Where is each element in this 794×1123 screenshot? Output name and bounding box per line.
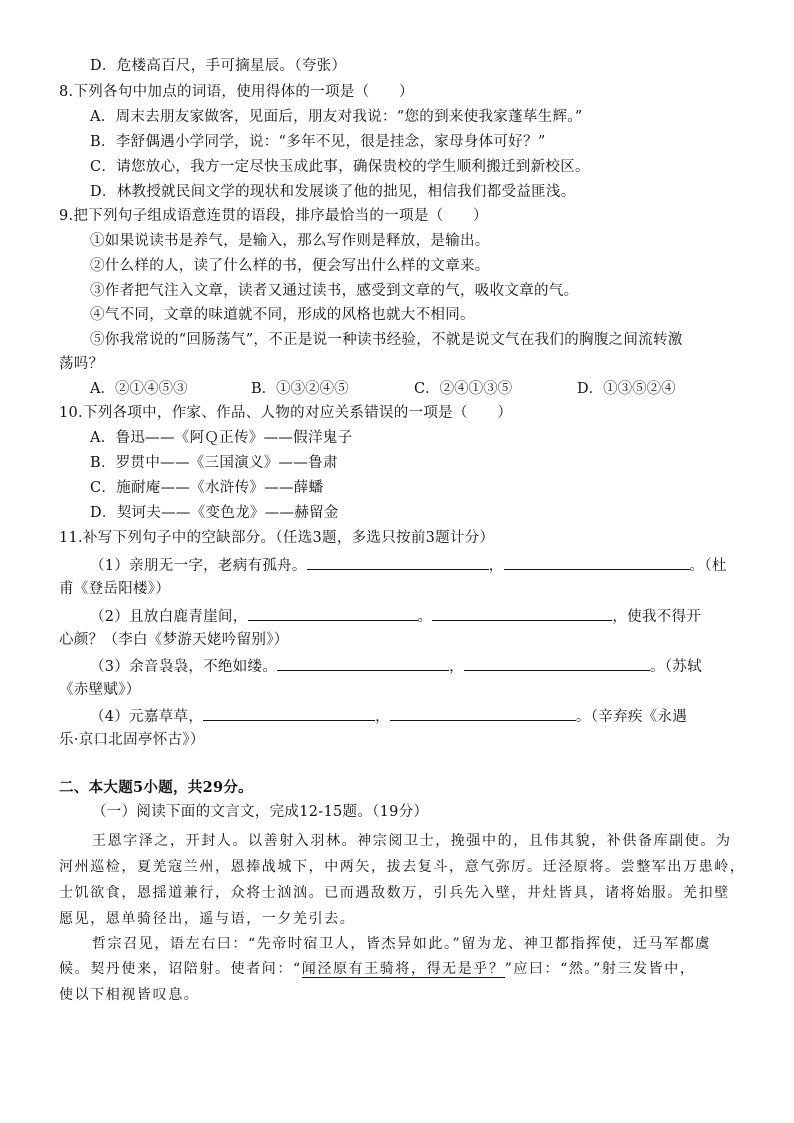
passage-p1-line2: 河州巡检，夏羌寇兰州，恩捧战城下，中两矢，拔去复斗，意气弥厉。迁泾原将。尝整军出万患岭， bbox=[59, 859, 746, 875]
q9-sentence-5-cont: 荡吗？ bbox=[59, 356, 104, 372]
q11-item-1-prompt: （1）亲朋无一字，老病有孤舟。 bbox=[90, 558, 307, 574]
q11-item-3-prompt: （3）余音袅袅，不绝如缕。 bbox=[90, 659, 278, 675]
underlined-sentence: 闻泾原有王骑将，得无是乎？ bbox=[301, 961, 505, 977]
q9-sentence-1: ①如果说读书是养气，是输入，那么写作则是释放，是输出。 bbox=[90, 233, 490, 249]
passage-p2-line3: 使以下相视皆叹息。 bbox=[59, 987, 200, 1003]
passage-p1-line1: 王恩字泽之，开封人。以善射入羽林。神宗阅卫士，挽强中的，且伟其貌，补供备库副使。为 bbox=[92, 833, 732, 849]
period: 。 bbox=[417, 609, 433, 625]
answer-blank[interactable] bbox=[504, 555, 690, 570]
q10-stem: 10.下列各项中，作家、作品、人物的对应关系错误的一项是（ ） bbox=[59, 405, 513, 421]
q11-item-4-prompt: （4）元嘉草草， bbox=[90, 709, 204, 725]
q11-item-4-source: 。（辛弃疾《永遇 bbox=[575, 709, 688, 725]
q9-option-c: C．②④①③⑤ bbox=[414, 381, 513, 397]
q8-option-d: D．林教授就民间文学的现状和发展谈了他的拙见，相信我们都受益匪浅。 bbox=[90, 184, 576, 200]
q11-item-2-tail: ，使我不得开 bbox=[612, 609, 702, 625]
q9-sentence-5: ⑤你我常说的“回肠荡气”，不正是说一种读书经验，不就是说文气在我们的胸腹之间流转激 bbox=[90, 332, 683, 348]
q11-item-2 bbox=[90, 606, 701, 627]
comma: ， bbox=[449, 659, 464, 675]
q10-option-a: A．鲁迅——《阿Ｑ正传》——假洋鬼子 bbox=[90, 430, 353, 446]
answer-blank[interactable] bbox=[390, 706, 576, 721]
answer-blank[interactable] bbox=[248, 606, 418, 621]
q11-item-2-prompt: （2）且放白鹿青崖间， bbox=[90, 609, 248, 625]
comma: ， bbox=[488, 558, 504, 574]
q11-item-2-source: 心颜？（李白《梦游天姥吟留别》） bbox=[59, 632, 289, 648]
q11-item-1 bbox=[90, 555, 727, 576]
q8-option-b: B．李舒偶遇小学同学，说：“多年不见，很是挂念，家母身体可好？” bbox=[90, 134, 546, 150]
passage-p2-line2 bbox=[59, 959, 695, 979]
q9-stem: 9.把下列句子组成语意连贯的语段，排序最恰当的一项是（ ） bbox=[59, 208, 488, 224]
section-2-title: 二、本大题5小题，共29分。 bbox=[59, 779, 253, 796]
q9-sentence-4: ④气不同，文章的味道就不同，形成的风格也就大不相同。 bbox=[90, 307, 475, 323]
q11-item-4-source-cont: 乐·京口北固亭怀古》） bbox=[59, 732, 205, 748]
passage-p1-line3: 士饥欲食，恩揺道兼行，众将士汹汹。已而遇敌数万，引兵先入壁，井灶皆具，诸将始服。羌扣壁 bbox=[59, 885, 730, 901]
answer-blank[interactable] bbox=[307, 555, 489, 570]
q9-option-a: A．②①④⑤③ bbox=[90, 381, 188, 397]
q10-option-d: D．契诃夫——《变色龙》——赫留金 bbox=[90, 505, 339, 521]
comma: ， bbox=[375, 709, 390, 725]
q10-option-b: B．罗贯中——《三国演义》——鲁肃 bbox=[90, 455, 338, 471]
passage-p2-line2-head: 候。契丹使来，诏陪射。使者问：“ bbox=[59, 961, 302, 977]
q11-item-4 bbox=[90, 706, 687, 727]
q11-stem: 11.补写下列句子中的空缺部分。（任选3题，多选只按前3题计分） bbox=[59, 530, 495, 546]
q9-sentence-2: ②什么样的人，读了什么样的书，便会写出什么样的文章来。 bbox=[90, 258, 490, 274]
q8-option-a: A．周末去朋友家做客，见面后，朋友对我说：“您的到来使我家蓬荜生辉。” bbox=[90, 109, 583, 125]
answer-blank[interactable] bbox=[464, 656, 650, 671]
q11-item-1-source: 。（杜 bbox=[689, 558, 727, 574]
q9-sentence-3: ③作者把气注入文章，读者又通过读书，感受到文章的气，吸收文章的气。 bbox=[90, 283, 579, 299]
answer-blank[interactable] bbox=[203, 706, 375, 721]
q11-item-3-source-cont: 《赤壁赋》） bbox=[59, 682, 141, 698]
q11-item-1-source-cont: 甫《登岳阳楼》） bbox=[59, 581, 171, 597]
q10-option-c: C．施耐庵——《水浒传》——薛蟠 bbox=[90, 480, 324, 496]
q9-option-d: D．①③⑤②④ bbox=[577, 381, 676, 397]
passage-p2-line1: 哲宗召见，语左右曰：“先帝时宿卫人，皆杰异如此。”留为龙、神卫都指挥使，迁马军都虞 bbox=[92, 936, 711, 952]
q11-item-3-source: 。（苏轼 bbox=[649, 659, 702, 675]
q8-stem: 8.下列各句中加点的词语，使用得体的一项是（ ） bbox=[59, 84, 414, 100]
section-2-subtitle: （一）阅读下面的文言文，完成12-15题。（19分） bbox=[92, 804, 429, 820]
answer-blank[interactable] bbox=[432, 606, 612, 621]
q8-option-c: C．请您放心，我方一定尽快玉成此事，确保贵校的学生顺利搬迁到新校区。 bbox=[90, 159, 590, 175]
answer-blank[interactable] bbox=[277, 656, 449, 671]
passage-p1-line4: 愿见，恩单骑径出，遥与语，一夕羌引去。 bbox=[59, 911, 356, 927]
q9-option-b: B．①③②④⑤ bbox=[251, 381, 349, 397]
q11-item-3 bbox=[90, 656, 702, 677]
q7-option-d: D．危楼高百尺，手可摘星辰。（夸张） bbox=[90, 58, 347, 74]
passage-p2-line2-tail: ”应曰：“然。”射三发皆中， bbox=[504, 961, 696, 977]
